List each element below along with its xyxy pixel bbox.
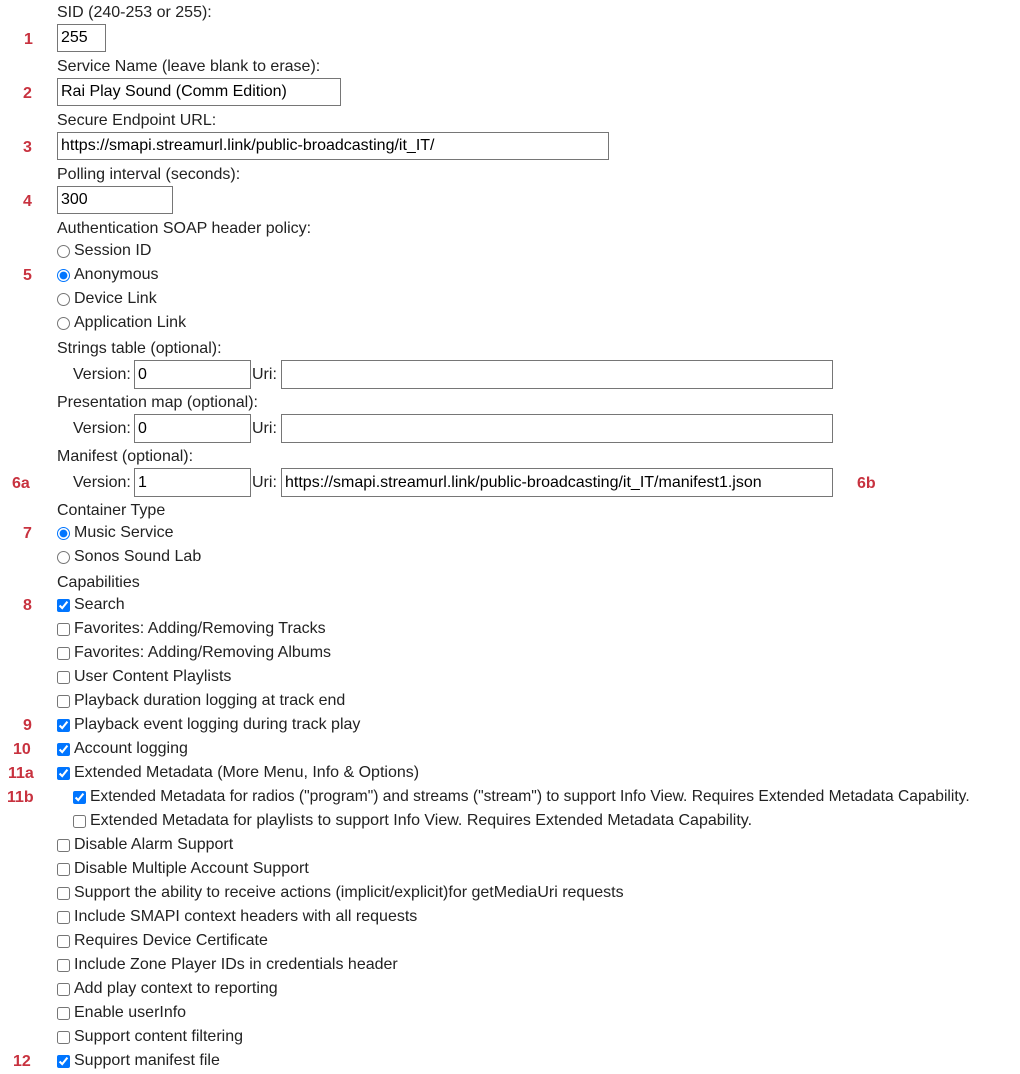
auth-radio-device-link[interactable] [57, 293, 70, 306]
auth-option-device-link[interactable] [57, 289, 157, 309]
auth-option-session-id[interactable] [57, 241, 151, 261]
annotation-7: 7 [23, 525, 32, 542]
endpoint-label: Secure Endpoint URL: [57, 112, 217, 129]
container-option-label: Sonos Sound Lab [74, 548, 202, 565]
annotation-10: 10 [13, 741, 31, 758]
annotation-6a: 6a [12, 475, 30, 492]
capability-label: Add play context to reporting [74, 980, 278, 997]
auth-option-label: Application Link [74, 314, 187, 331]
capability-disable-alarm[interactable] [57, 835, 233, 855]
strings-uri-input[interactable] [281, 360, 833, 389]
capability-label: Include Zone Player IDs in credentials header [74, 956, 398, 973]
presentation-uri-input[interactable] [281, 414, 833, 443]
capability-label: Extended Metadata for radios ("program") and streams ("stream") to support Info View. Requires Extended Metadata Capability. [90, 788, 970, 805]
capability-checkbox[interactable] [57, 671, 70, 684]
capability-checkbox[interactable] [57, 743, 70, 756]
capability-checkbox[interactable] [57, 863, 70, 876]
capability-label: Include SMAPI context headers with all requests [74, 908, 418, 925]
capability-checkbox[interactable] [57, 911, 70, 924]
annotation-4: 4 [23, 193, 32, 210]
auth-option-label: Device Link [74, 290, 157, 307]
capability-label: Playback duration logging at track end [74, 692, 346, 709]
auth-radio-application-link[interactable] [57, 317, 70, 330]
service-name-label: Service Name (leave blank to erase): [57, 58, 321, 75]
annotation-6b: 6b [857, 475, 876, 492]
presentation-uri-label: Uri: [252, 420, 277, 437]
capability-checkbox[interactable] [57, 959, 70, 972]
capability-label: Enable userInfo [74, 1004, 187, 1021]
capability-label: Support the ability to receive actions (implicit/explicit)for getMediaUri requests [74, 884, 624, 901]
polling-label: Polling interval (seconds): [57, 166, 241, 183]
manifest-uri-label: Uri: [252, 474, 277, 491]
capability-smapi-context-headers[interactable] [57, 907, 417, 927]
capability-search[interactable] [57, 595, 125, 615]
capability-label: Account logging [74, 740, 188, 757]
container-radio-sonos-sound-lab[interactable] [57, 551, 70, 564]
auth-option-anonymous[interactable] [57, 265, 159, 285]
container-radio-music-service[interactable] [57, 527, 70, 540]
strings-uri-label: Uri: [252, 366, 277, 383]
capability-play-context[interactable] [57, 979, 278, 999]
capability-user-info[interactable] [57, 1003, 186, 1023]
strings-table-label: Strings table (optional): [57, 340, 222, 357]
annotation-11a: 11a [8, 765, 34, 782]
capability-label: Extended Metadata (More Menu, Info & Options) [74, 764, 420, 781]
capability-checkbox[interactable] [57, 719, 70, 732]
strings-version-input[interactable] [134, 360, 251, 389]
annotation-3: 3 [23, 139, 32, 156]
container-type-label: Container Type [57, 502, 166, 519]
presentation-map-label: Presentation map (optional): [57, 394, 258, 411]
capability-extended-metadata-radios[interactable] [73, 787, 970, 807]
sid-label: SID (240-253 or 255): [57, 4, 212, 21]
capability-checkbox[interactable] [57, 599, 70, 612]
capability-checkbox[interactable] [57, 1031, 70, 1044]
capability-extended-metadata-playlists[interactable] [73, 811, 752, 831]
polling-input[interactable] [57, 186, 173, 214]
manifest-label: Manifest (optional): [57, 448, 194, 465]
endpoint-input[interactable] [57, 132, 609, 160]
capability-checkbox[interactable] [73, 791, 86, 804]
capability-checkbox[interactable] [57, 1055, 70, 1068]
capability-checkbox[interactable] [57, 839, 70, 852]
capability-label: Support content filtering [74, 1028, 243, 1045]
service-name-input[interactable] [57, 78, 341, 106]
capability-label: User Content Playlists [74, 668, 232, 685]
annotation-2: 2 [23, 85, 32, 102]
capability-label: Disable Alarm Support [74, 836, 234, 853]
manifest-version-input[interactable] [134, 468, 251, 497]
capabilities-label: Capabilities [57, 574, 140, 591]
auth-radio-anonymous[interactable] [57, 269, 70, 282]
capability-favorites-albums[interactable] [57, 643, 331, 663]
annotation-8: 8 [23, 597, 32, 614]
annotation-5: 5 [23, 267, 32, 284]
capability-label: Requires Device Certificate [74, 932, 268, 949]
capability-favorites-tracks[interactable] [57, 619, 326, 639]
capability-playback-event-logging[interactable] [57, 715, 360, 735]
auth-option-application-link[interactable] [57, 313, 186, 333]
capability-checkbox[interactable] [57, 983, 70, 996]
capability-checkbox[interactable] [57, 767, 70, 780]
capability-label: Search [74, 596, 125, 613]
sid-input[interactable] [57, 24, 106, 52]
capability-disable-multiple-account[interactable] [57, 859, 309, 879]
auth-option-label: Session ID [74, 242, 152, 259]
capability-account-logging[interactable] [57, 739, 188, 759]
capability-label: Disable Multiple Account Support [74, 860, 309, 877]
container-option-music-service[interactable] [57, 523, 174, 543]
capability-label: Favorites: Adding/Removing Albums [74, 644, 332, 661]
capability-content-filtering[interactable] [57, 1027, 243, 1047]
capability-checkbox[interactable] [73, 815, 86, 828]
capability-checkbox[interactable] [57, 935, 70, 948]
capability-label: Support manifest file [74, 1052, 220, 1069]
capability-user-content-playlists[interactable] [57, 667, 231, 687]
annotation-1: 1 [24, 31, 33, 48]
auth-policy-label: Authentication SOAP header policy: [57, 220, 312, 237]
capability-extended-metadata[interactable] [57, 763, 419, 783]
container-option-sonos-sound-lab[interactable] [57, 547, 201, 567]
auth-option-label: Anonymous [74, 266, 159, 283]
capability-manifest-file[interactable] [57, 1051, 220, 1071]
capability-checkbox[interactable] [57, 887, 70, 900]
capability-device-certificate[interactable] [57, 931, 268, 951]
presentation-version-label: Version: [73, 420, 131, 437]
presentation-version-input[interactable] [134, 414, 251, 443]
capability-zone-player-ids[interactable] [57, 955, 398, 975]
capability-label: Extended Metadata for playlists to support Info View. Requires Extended Metadata Capability. [90, 812, 753, 829]
capability-checkbox[interactable] [57, 1007, 70, 1020]
capability-playback-duration-logging[interactable] [57, 691, 345, 711]
container-option-label: Music Service [74, 524, 174, 541]
strings-version-label: Version: [73, 366, 131, 383]
capability-checkbox[interactable] [57, 647, 70, 660]
capability-label: Favorites: Adding/Removing Tracks [74, 620, 326, 637]
annotation-9: 9 [23, 717, 32, 734]
manifest-version-label: Version: [73, 474, 131, 491]
auth-radio-session-id[interactable] [57, 245, 70, 258]
annotation-11b: 11b [7, 789, 34, 806]
capability-checkbox[interactable] [57, 623, 70, 636]
capability-label: Playback event logging during track play [74, 716, 361, 733]
annotation-12: 12 [13, 1053, 31, 1070]
capability-receive-actions[interactable] [57, 883, 624, 903]
manifest-uri-input[interactable] [281, 468, 833, 497]
capability-checkbox[interactable] [57, 695, 70, 708]
